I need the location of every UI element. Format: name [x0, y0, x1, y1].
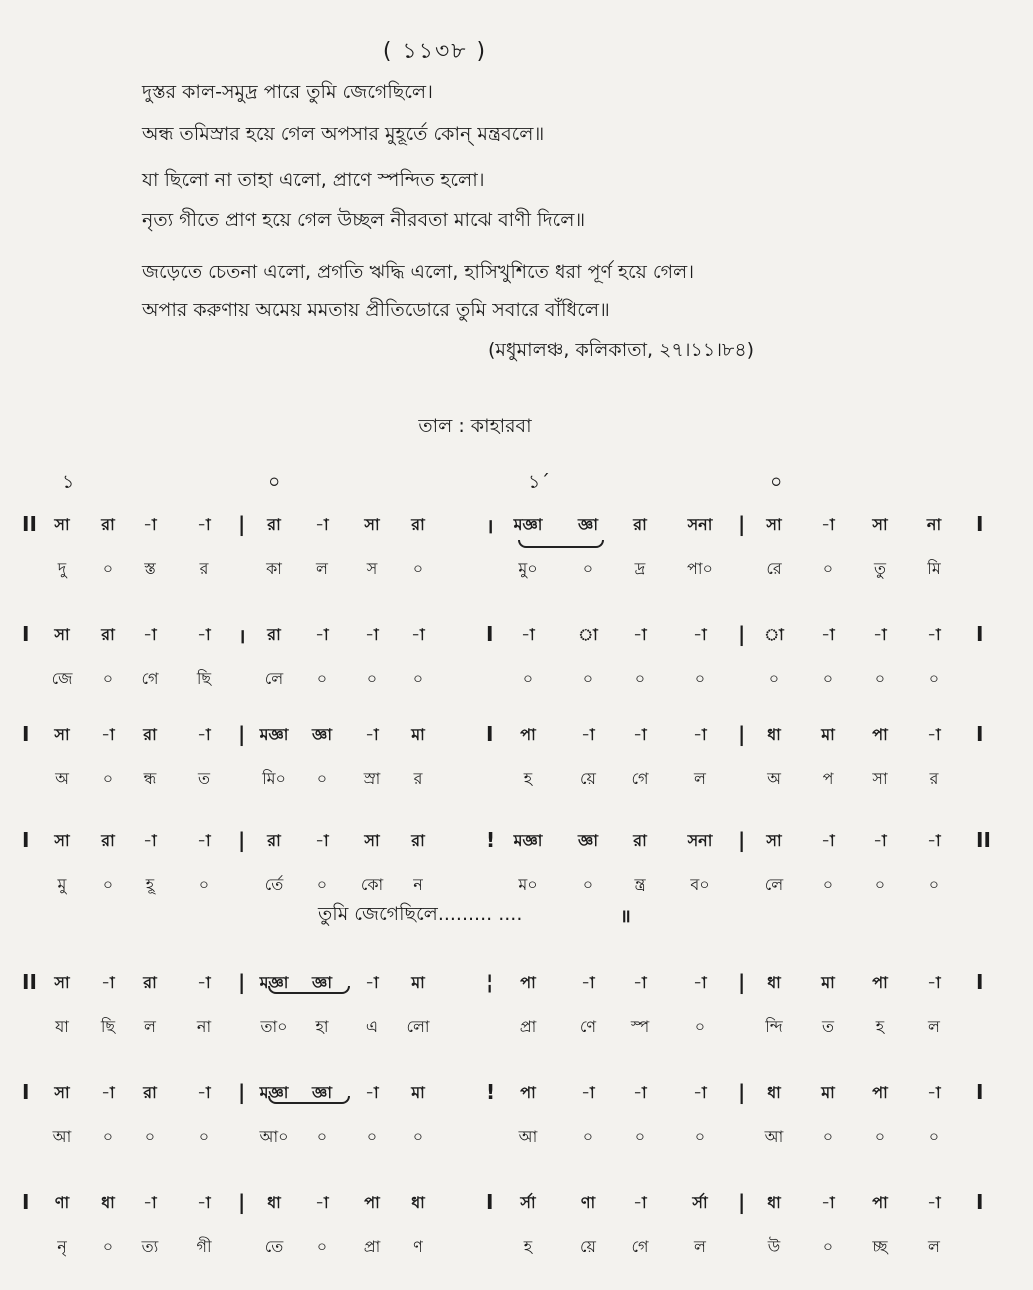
note-cell: জ্ঞা: [312, 725, 332, 744]
start-bar-line: I: [22, 828, 30, 852]
lyric-cell: ০: [102, 1237, 114, 1256]
lyric-cell: ত্য: [141, 1237, 159, 1256]
note-cell: -া: [197, 625, 211, 644]
lyric-cell: ০: [874, 875, 886, 894]
measure-divider: |: [738, 1080, 746, 1104]
measure-divider: ।: [238, 624, 246, 648]
note-cell: -া: [315, 515, 329, 534]
lyric-cell: মি: [927, 559, 941, 578]
lyric-cell: ন্ধ: [143, 769, 157, 788]
measure-divider: |: [238, 1080, 246, 1104]
note-cell: -া: [927, 725, 941, 744]
start-bar-line: I: [22, 1080, 30, 1104]
lyric-cell: সা: [872, 769, 888, 788]
lyric-cell: ০: [102, 559, 114, 578]
lyric-cell: র্তে: [264, 875, 284, 894]
note-cell: জ্ঞা: [578, 831, 598, 850]
note-cell: রা: [633, 831, 647, 850]
note-cell: -া: [821, 831, 835, 850]
lyric-cell: ণে: [579, 1017, 597, 1036]
start-bar-line: II: [22, 512, 37, 536]
note-cell: -া: [633, 1083, 647, 1102]
lyric-cell: গে: [141, 669, 159, 688]
note-cell: মজ্ঞা: [259, 725, 289, 744]
note-cell: ধা: [767, 973, 781, 992]
beat-marker: ১: [62, 471, 75, 493]
note-cell: পা: [364, 1193, 380, 1212]
measure-divider: !: [486, 828, 496, 852]
lyric-cell: ০: [366, 1127, 378, 1146]
lyric-cell: না: [196, 1017, 212, 1036]
end-bar-line: II: [976, 828, 991, 852]
measure-divider: |: [738, 828, 746, 852]
lyric-cell: ০: [412, 559, 424, 578]
end-bar-line: I: [976, 1080, 984, 1104]
note-cell: সা: [54, 515, 70, 534]
lyric-cell: অ: [767, 769, 781, 788]
note-cell: -া: [315, 1193, 329, 1212]
note-cell: রা: [143, 973, 157, 992]
lyric-cell: কো: [360, 875, 384, 894]
lyric-cell: আ: [52, 1127, 72, 1146]
lyric-cell: অ: [55, 769, 69, 788]
note-cell: রা: [267, 625, 281, 644]
lyric-cell: গে: [631, 769, 649, 788]
note-cell: -া: [101, 973, 115, 992]
note-cell: মজ্ঞা: [513, 515, 543, 534]
lyric-cell: ম০: [518, 875, 538, 894]
lyric-cell: ০: [822, 669, 834, 688]
lyric-cell: গে: [631, 1237, 649, 1256]
note-cell: সা: [54, 831, 70, 850]
note-cell: সা: [364, 831, 380, 850]
note-cell: পা: [520, 725, 536, 744]
lyric-cell: ০: [102, 875, 114, 894]
refrain-line: তুমি জেগেছিলে......... ....: [318, 903, 523, 925]
lyric-cell: ০: [874, 1127, 886, 1146]
poem-line: জড়েতে চেতনা এলো, প্রগতি ঋদ্ধি এলো, হাসিখুশিতে ধরা পূর্ণ হয়ে গেল।: [142, 261, 694, 283]
note-cell: রা: [101, 625, 115, 644]
note-cell: -া: [197, 1193, 211, 1212]
note-cell: -া: [927, 973, 941, 992]
note-cell: -া: [315, 831, 329, 850]
note-cell: রা: [101, 831, 115, 850]
note-cell: রা: [143, 725, 157, 744]
note-cell: ণা: [54, 1193, 70, 1212]
note-cell: -া: [821, 625, 835, 644]
note-cell: -া: [365, 725, 379, 744]
measure-divider: |: [738, 970, 746, 994]
lyric-cell: ০: [412, 1127, 424, 1146]
note-cell: া: [578, 625, 598, 644]
end-bar-line: I: [976, 722, 984, 746]
lyric-cell: স: [366, 559, 378, 578]
lyric-cell: নৃ: [57, 1237, 67, 1256]
lyric-cell: ০: [366, 669, 378, 688]
lyric-cell: লে: [264, 669, 284, 688]
lyric-cell: ন্ত্র: [634, 875, 646, 894]
lyric-cell: স্ত: [144, 559, 156, 578]
page-number: ( ১১৩৮ ): [382, 39, 488, 64]
lyric-cell: ০: [694, 1127, 706, 1146]
note-cell: -া: [365, 973, 379, 992]
measure-divider: |: [738, 722, 746, 746]
poem-line: অপার করুণায় অমেয় মমতায় প্রীতিডোরে তুমি সবারে বাঁধিলে॥: [142, 299, 610, 321]
note-cell: -া: [873, 625, 887, 644]
lyric-cell: ০: [102, 1127, 114, 1146]
lyric-cell: ০: [822, 559, 834, 578]
lyric-cell: ০: [198, 1127, 210, 1146]
beat-marker: ০: [770, 471, 783, 493]
lyric-cell: ত: [821, 1017, 835, 1036]
note-cell: পা: [872, 1083, 888, 1102]
measure-divider: |: [238, 722, 246, 746]
poem-line: দুস্তর কাল-সমুদ্র পারে তুমি জেগেছিলে।: [142, 81, 433, 103]
note-cell: -া: [927, 831, 941, 850]
lyric-cell: ০: [928, 875, 940, 894]
lyric-cell: মি০: [262, 769, 286, 788]
note-cell: মা: [411, 725, 425, 744]
lyric-cell: র: [929, 769, 939, 788]
lyric-cell: ০: [634, 669, 646, 688]
note-cell: সা: [54, 625, 70, 644]
note-cell: না: [926, 515, 942, 534]
note-cell: ধা: [101, 1193, 115, 1212]
note-cell: ণা: [580, 1193, 596, 1212]
lyric-cell: ০: [694, 1017, 706, 1036]
lyric-cell: র: [413, 769, 423, 788]
note-cell: মজ্ঞা: [513, 831, 543, 850]
measure-divider: |: [238, 828, 246, 852]
lyric-cell: ০: [316, 769, 328, 788]
measure-divider: |: [738, 1190, 746, 1214]
lyric-cell: ০: [316, 875, 328, 894]
note-cell: -া: [633, 1193, 647, 1212]
note-cell: সনা: [687, 515, 713, 534]
note-cell: পা: [520, 973, 536, 992]
lyric-cell: হা: [315, 1017, 329, 1036]
lyric-cell: চ্ছ: [872, 1237, 888, 1256]
note-cell: সনা: [687, 831, 713, 850]
end-bar-line: I: [976, 1190, 984, 1214]
note-cell: সা: [54, 973, 70, 992]
lyric-cell: স্প: [630, 1017, 650, 1036]
lyric-cell: ০: [582, 875, 594, 894]
note-cell: -া: [581, 973, 595, 992]
note-cell: পা: [520, 1083, 536, 1102]
note-cell: -া: [197, 725, 211, 744]
lyric-cell: ০: [822, 1127, 834, 1146]
note-cell: মা: [821, 725, 835, 744]
lyric-cell: পা০: [687, 559, 713, 578]
note-cell: -া: [693, 1083, 707, 1102]
measure-divider: I: [486, 1190, 494, 1214]
note-cell: রা: [267, 515, 281, 534]
slur-mark: [268, 1096, 350, 1104]
note-cell: -া: [693, 973, 707, 992]
lyric-cell: ০: [316, 1127, 328, 1146]
lyric-cell: ০: [582, 559, 594, 578]
lyric-cell: র: [199, 559, 209, 578]
lyric-cell: আ: [764, 1127, 784, 1146]
measure-divider: !: [486, 1080, 496, 1104]
lyric-cell: ল: [928, 1017, 940, 1036]
note-cell: রা: [411, 831, 425, 850]
note-cell: -া: [633, 725, 647, 744]
end-bar-line: I: [976, 512, 984, 536]
note-cell: -া: [633, 973, 647, 992]
measure-divider: |: [238, 970, 246, 994]
lyric-cell: ০: [316, 1237, 328, 1256]
note-cell: -া: [143, 1193, 157, 1212]
lyric-cell: ত: [197, 769, 211, 788]
lyric-cell: এ: [365, 1017, 379, 1036]
note-cell: সা: [766, 515, 782, 534]
lyric-cell: ০: [316, 669, 328, 688]
lyric-cell: হূ: [145, 875, 155, 894]
lyric-cell: ০: [582, 669, 594, 688]
lyric-cell: য়ে: [580, 769, 596, 788]
lyric-cell: মু: [57, 875, 67, 894]
lyric-cell: ০: [412, 669, 424, 688]
lyric-cell: স্রা: [363, 769, 381, 788]
note-cell: সা: [766, 831, 782, 850]
lyric-cell: প্রা: [363, 1237, 381, 1256]
note-cell: মা: [821, 1083, 835, 1102]
note-cell: -া: [821, 1193, 835, 1212]
note-cell: -া: [873, 831, 887, 850]
note-cell: র্সা: [520, 1193, 536, 1212]
lyric-cell: ০: [928, 669, 940, 688]
note-cell: রা: [143, 1083, 157, 1102]
note-cell: া: [764, 625, 784, 644]
lyric-cell: তু: [873, 559, 887, 578]
lyric-cell: ০: [874, 669, 886, 688]
note-cell: -া: [411, 625, 425, 644]
note-cell: -া: [821, 515, 835, 534]
measure-divider: I: [486, 622, 494, 646]
note-cell: -া: [581, 1083, 595, 1102]
lyric-cell: কা: [266, 559, 282, 578]
note-cell: -া: [365, 625, 379, 644]
note-cell: ধা: [767, 1193, 781, 1212]
lyric-cell: লো: [406, 1017, 430, 1036]
lyric-cell: ল: [928, 1237, 940, 1256]
note-cell: মা: [411, 973, 425, 992]
lyric-cell: তা০: [260, 1017, 288, 1036]
lyric-cell: ০: [928, 1127, 940, 1146]
note-cell: জ্ঞা: [312, 973, 332, 992]
lyric-cell: য়ে: [580, 1237, 596, 1256]
lyric-cell: ন: [413, 875, 423, 894]
lyric-cell: ণ: [413, 1237, 423, 1256]
note-cell: -া: [521, 625, 535, 644]
lyric-cell: হ: [523, 769, 533, 788]
note-cell: ধা: [411, 1193, 425, 1212]
lyric-cell: জে: [51, 669, 73, 688]
note-cell: পা: [872, 725, 888, 744]
lyric-cell: ন্দি: [765, 1017, 783, 1036]
lyric-cell: প্রা: [519, 1017, 537, 1036]
lyric-cell: রে: [766, 559, 782, 578]
note-cell: র্সা: [692, 1193, 708, 1212]
end-bar-line: I: [976, 622, 984, 646]
note-cell: রা: [101, 515, 115, 534]
note-cell: মজ্ঞা: [259, 1083, 289, 1102]
lyric-cell: দ্র: [634, 559, 646, 578]
note-cell: জ্ঞা: [578, 515, 598, 534]
lyric-cell: ০: [768, 669, 780, 688]
lyric-cell: ছি: [100, 1017, 116, 1036]
note-cell: সা: [872, 515, 888, 534]
note-cell: -া: [197, 515, 211, 534]
note-cell: -া: [927, 1193, 941, 1212]
citation: (মধুমালঞ্চ, কলিকাতা, ২৭।১১।৮৪): [488, 339, 755, 361]
slur-mark: [518, 540, 604, 548]
lyric-cell: ০: [198, 875, 210, 894]
note-cell: -া: [143, 515, 157, 534]
lyric-cell: ছি: [196, 669, 212, 688]
note-cell: -া: [315, 625, 329, 644]
refrain-end-mark: ॥: [620, 906, 631, 927]
end-bar-line: I: [976, 970, 984, 994]
note-cell: সা: [364, 515, 380, 534]
measure-divider: |: [738, 622, 746, 646]
lyric-cell: ০: [144, 1127, 156, 1146]
lyric-cell: দু: [57, 559, 67, 578]
lyric-cell: ল: [694, 1237, 706, 1256]
lyric-cell: আ: [518, 1127, 538, 1146]
measure-divider: ¦: [486, 970, 494, 994]
note-cell: -া: [633, 625, 647, 644]
note-cell: মজ্ঞা: [259, 973, 289, 992]
lyric-cell: উ: [767, 1237, 781, 1256]
note-cell: -া: [143, 625, 157, 644]
note-cell: -া: [143, 831, 157, 850]
note-cell: -া: [197, 973, 211, 992]
lyric-cell: ০: [582, 1127, 594, 1146]
note-cell: -া: [101, 725, 115, 744]
lyric-cell: ০: [634, 1127, 646, 1146]
note-cell: রা: [267, 831, 281, 850]
beat-marker: ১´: [528, 471, 550, 493]
note-cell: ধা: [767, 1083, 781, 1102]
lyric-cell: ০: [694, 669, 706, 688]
note-cell: পা: [872, 1193, 888, 1212]
note-cell: -া: [693, 625, 707, 644]
note-cell: পা: [872, 973, 888, 992]
lyric-cell: ব০: [690, 875, 710, 894]
start-bar-line: I: [22, 1190, 30, 1214]
lyric-cell: হ: [875, 1017, 885, 1036]
lyric-cell: আ০: [259, 1127, 289, 1146]
note-cell: মা: [411, 1083, 425, 1102]
note-cell: -া: [101, 1083, 115, 1102]
note-cell: ধা: [267, 1193, 281, 1212]
note-cell: -া: [927, 1083, 941, 1102]
measure-divider: |: [238, 512, 246, 536]
lyric-cell: ল: [144, 1017, 156, 1036]
note-cell: জ্ঞা: [312, 1083, 332, 1102]
note-cell: -া: [197, 831, 211, 850]
beat-marker: ০: [268, 471, 281, 493]
tala-heading: তাল : কাহারবা: [418, 415, 532, 437]
lyric-cell: লে: [764, 875, 784, 894]
poem-line: যা ছিলো না তাহা এলো, প্রাণে স্পন্দিত হলো।: [142, 169, 485, 191]
note-cell: সা: [54, 1083, 70, 1102]
note-cell: মা: [821, 973, 835, 992]
note-cell: রা: [411, 515, 425, 534]
lyric-cell: ল: [694, 769, 706, 788]
lyric-cell: ০: [822, 1237, 834, 1256]
lyric-cell: তে: [264, 1237, 284, 1256]
note-cell: -া: [927, 625, 941, 644]
measure-divider: |: [738, 512, 746, 536]
note-cell: ধা: [767, 725, 781, 744]
lyric-cell: হ: [523, 1237, 533, 1256]
measure-divider: ।: [486, 514, 494, 538]
lyric-cell: ০: [822, 875, 834, 894]
note-cell: -া: [581, 725, 595, 744]
poem-line: নৃত্য গীতে প্রাণ হয়ে গেল উচ্ছল নীরবতা মাঝে বাণী দিলে॥: [142, 209, 586, 231]
start-bar-line: I: [22, 622, 30, 646]
lyric-cell: প: [822, 769, 834, 788]
lyric-cell: যা: [55, 1017, 69, 1036]
lyric-cell: ল: [316, 559, 328, 578]
lyric-cell: ০: [102, 769, 114, 788]
lyric-cell: ০: [102, 669, 114, 688]
lyric-cell: মু০: [518, 559, 538, 578]
lyric-cell: গী: [196, 1237, 212, 1256]
note-cell: -া: [693, 725, 707, 744]
note-cell: সা: [54, 725, 70, 744]
measure-divider: I: [486, 722, 494, 746]
poem-line: অন্ধ তমিস্রার হয়ে গেল অপসার মুহূর্তে কোন্ মন্ত্রবলে॥: [142, 123, 545, 145]
note-cell: রা: [633, 515, 647, 534]
slur-mark: [268, 986, 350, 994]
measure-divider: |: [238, 1190, 246, 1214]
lyric-cell: ০: [522, 669, 534, 688]
start-bar-line: I: [22, 722, 30, 746]
note-cell: -া: [365, 1083, 379, 1102]
note-cell: -া: [197, 1083, 211, 1102]
start-bar-line: II: [22, 970, 37, 994]
